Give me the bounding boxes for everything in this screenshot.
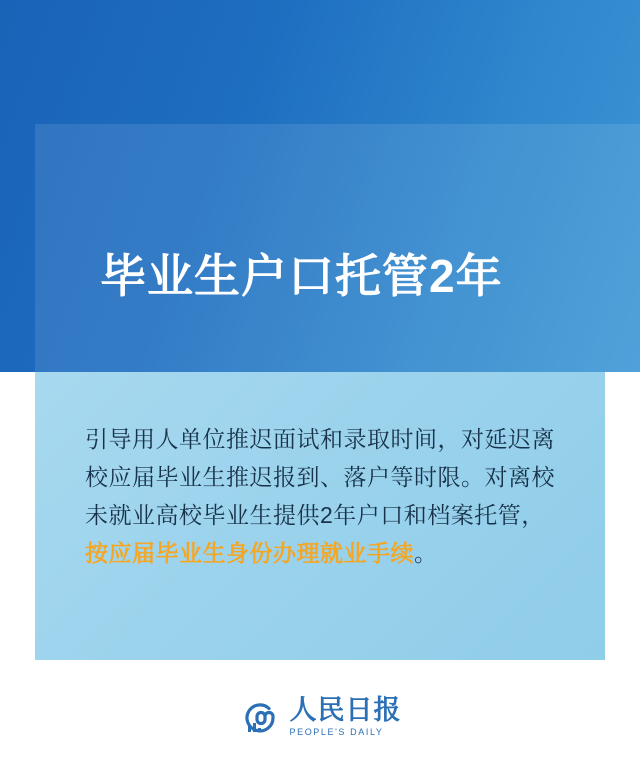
- header-band-overlay: [35, 124, 640, 372]
- header-band: [0, 0, 640, 372]
- brand-name-cn: 人民日报: [289, 695, 402, 725]
- brand-logo: [239, 695, 402, 739]
- body-paragraph: [85, 420, 560, 572]
- brand-name-en: PEOPLE'S DAILY: [289, 727, 384, 737]
- at-sign-logo-icon: [239, 695, 283, 739]
- footer: [0, 678, 640, 756]
- page-title: 毕业生户口托管2年: [100, 250, 503, 302]
- body-tail-text: 。: [414, 540, 438, 566]
- brand-text: [290, 697, 402, 737]
- body-highlight-text: 按应届毕业生身份办理就业手续: [85, 540, 414, 566]
- body-lead-text: 引导用人单位推迟面试和录取时间，对延迟离校应届毕业生推迟报到、落户等时限。对离校未就业高校毕业生提供2年户口和档案托管，: [85, 426, 555, 528]
